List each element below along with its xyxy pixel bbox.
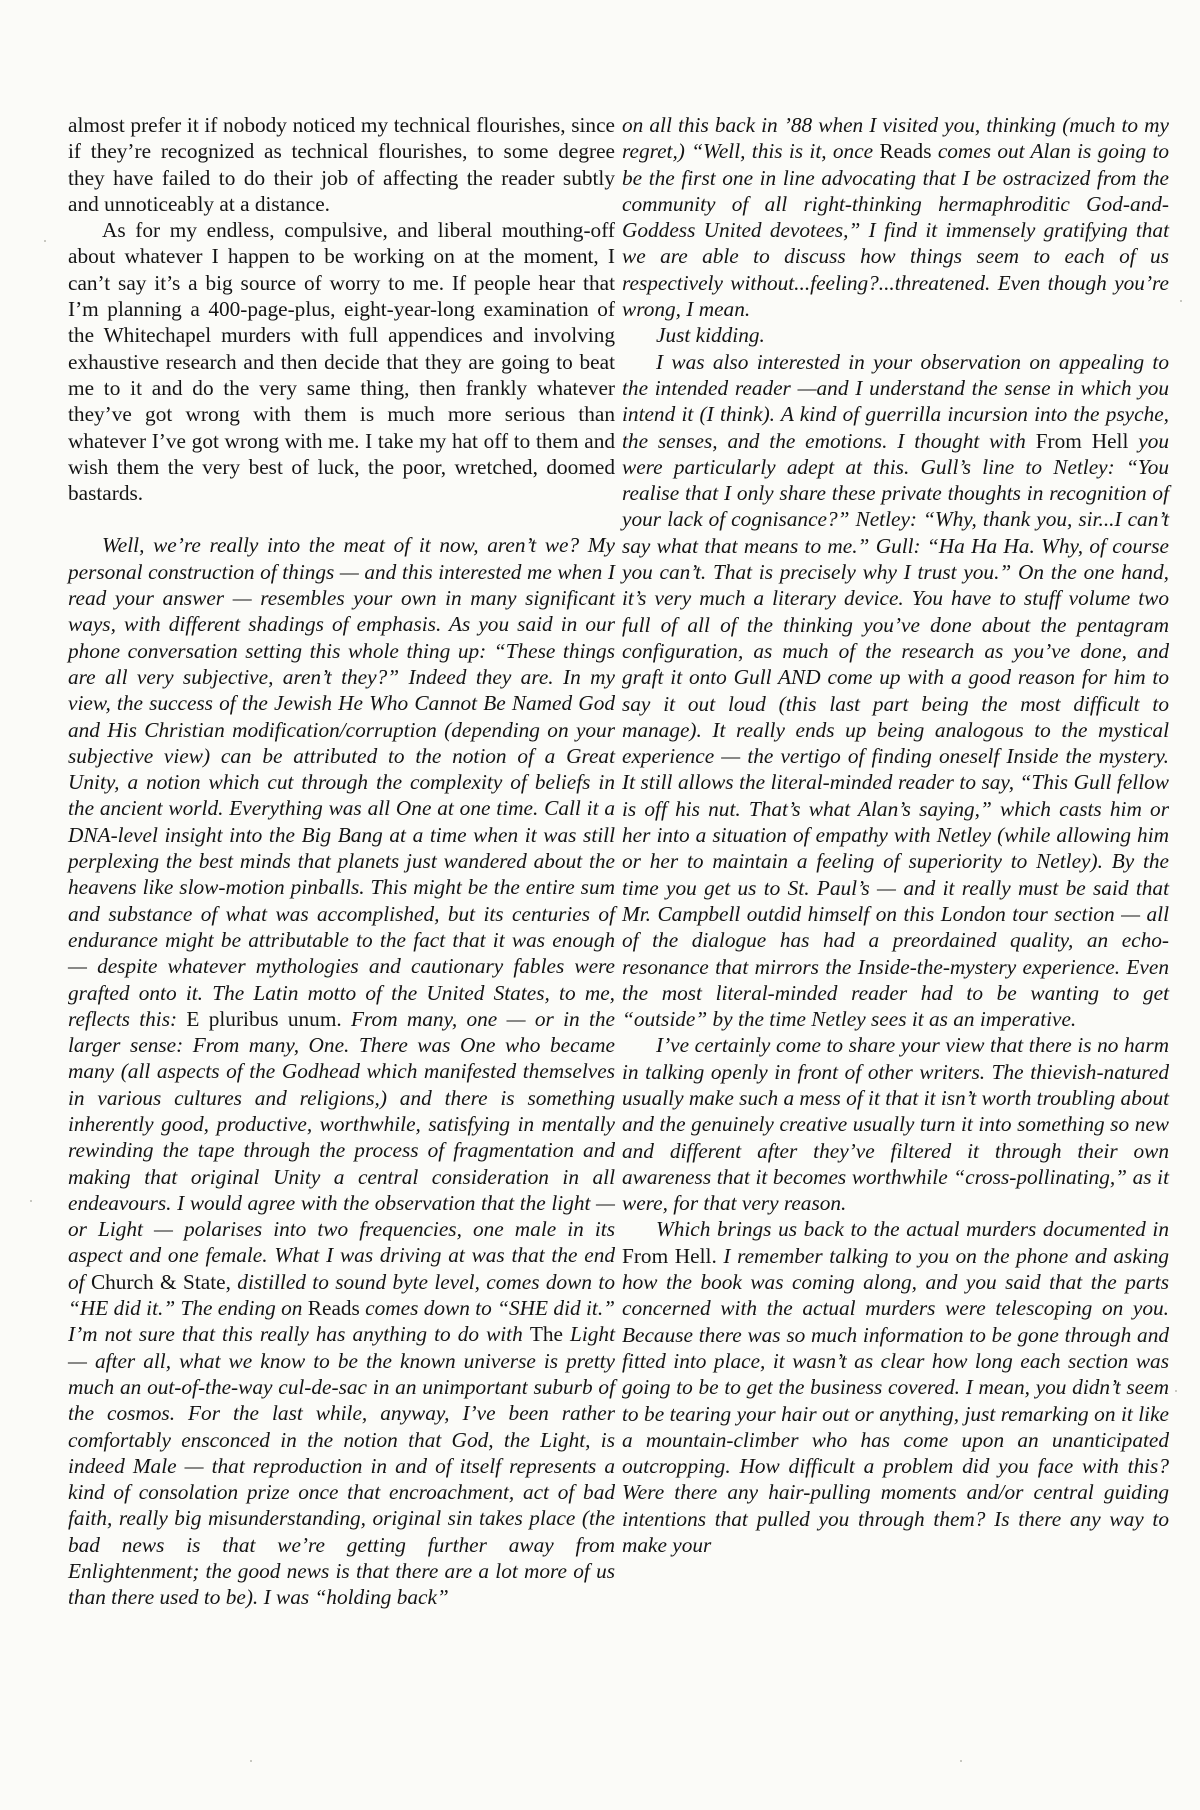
italic-text: you were particularly adept at this. Gull’s line to Netley: “You realise that I only share these private thoughts in recognition of your lack of cognisance?” Netley: “Why, thank you, sir...I can’t say what that means to me.” Gull: “Ha Ha Ha. Why, of course you can’t. That is precisely why I trust you.” On the one hand, it’s very much a literary device. You have to stuff volume two full of all of the thinking you’ve done about the pentagram configuration, as much of the research as you’ve done, and graft it onto Gull AND come up with a good reason for him to say it out loud (this last part being the most difficult to manage). It really ends up being analogous to the mystical experience — the vertigo of finding oneself Inside the mystery. It still allows the literal-minded reader to say, “This Gull fellow is off his nut. That’s what Alan’s saying,” which casts him or her into a situation of empathy with Netley (while allowing him or her to maintain a feeling of superiority to Netley). By the time you get us to St. Paul’s — and it really must be said that Mr. Campbell outdid himself on this London tour section — all of the dialogue has had a preordained quality, an echo-resonance that mirrors the Inside-the-mystery experience. Even the most literal-minded reader had to be wanting to get “outside” by the time Netley sees it as an imperative. <box>622 428 1169 1032</box>
answer-paragraph: As for my endless, compulsive, and liberal mouthing-off about whatever I happen to be working on at the moment, I can’t say it’s a big source of worry to me. If people hear that I’m planning a 400-page-plus, eight-year-long examination of the Whitechapel murders with full appendices and involving exhaustive research and then decide that they are going to beat me to it and do the very same thing, then frankly whatever they’ve got wrong with them is much more serious than whatever I’ve got wrong with me. I take my hat off to them and wish them the very best of luck, the poor, wretched, doomed bastards. <box>68 218 615 506</box>
italic-text: Which brings us back to the actual murders documented in <box>656 1217 1169 1242</box>
italic-text: I remember talking to you on the phone and asking how the book was coming along, and you said that the parts concerned with the actual murders were telescoping on you. Because there was so much information to be gone through and fitted into place, it wasn’t as clear how long each section was going to be to get the business covered. I mean, you didn’t seem to be tearing your hair out or anything, just remarking on it like a mountain-climber who has come upon an unanticipated outcropping. How difficult a problem did you face with this? Were there any hair-pulling moments and/or central guiding intentions that pulled you through them? Is there any way to make your <box>622 1243 1169 1558</box>
title-reference: E pluribus unum. <box>186 1006 342 1031</box>
italic-text: on all this back in ’88 when I visited you, thinking (much to my regret,) “Well, this is it, once <box>622 113 1169 164</box>
scan-speck <box>44 240 46 242</box>
title-reference: Reads <box>307 1296 360 1321</box>
right-column <box>622 112 1169 1558</box>
title-reference: From Hell <box>1035 428 1129 453</box>
italic-text: Well, we’re really into the meat of it now, aren’t we? My personal construction of things — and this interested me when I read your answer — resembles your own in many significant ways, with different shadings of emphasis. As you said in our phone conversation setting this whole thing up: “These things are all very subjective, aren’t they?” Indeed they are. In my view, the success of the Jewish He Who Cannot Be Named God and His Christian modification/corruption (depending on your subjective view) can be attributed to the notion of a Great Unity, a notion which cut through the complexity of beliefs in the ancient world. Everything was all One at one time. Call it a DNA-level insight into the Big Bang at a time when it was still perplexing the best minds that planets just wandered about the heavens like slow-motion pinballs. This might be the entire sum and substance of what was accomplished, but its centuries of endurance might be attributable to the fact that it was enough — despite whatever mythologies and cautionary fables were grafted onto it. The Latin motto of the United States, to me, reflects this: <box>68 533 615 1031</box>
question-paragraph <box>68 532 615 1610</box>
left-column <box>68 112 615 1611</box>
italic-text: I was also interested in your observation on appealing to the intended reader —and I understand the sense in which you intend it (I think). A kind of guerrilla incursion into the psyche, the senses, and the emotions. I thought with <box>622 349 1169 453</box>
italic-text: From many, one — or in the larger sense: From many, One. There was One who became many (all aspects of the Godhead which manifested themselves in various cultures and religions,) and there is something inherently good, productive, worthwhile, satisfying in mentally rewinding the tape through the process of fragmentation and making that original Unity a central consideration in all endeavours. I would agree with the observation that the light — or Light — polarises into two frequencies, one male in its aspect and one female. What I was driving at was that the end of <box>68 1006 615 1294</box>
italic-text: comes out Alan is going to be the first one in line advocating that I be ostracized from the community of all right-thinking hermaphroditic God-and-Goddess United devotees,” I find it immensely gratifying that we are able to discuss how things seem to each of us respectively without...feeling?...threatened. Even though you’re wrong, I mean. <box>622 139 1170 322</box>
question-paragraph <box>622 112 1169 322</box>
scan-speck <box>960 1760 962 1762</box>
title-reference: The <box>529 1322 563 1347</box>
title-reference: From Hell. <box>622 1243 717 1268</box>
scan-speck <box>1180 300 1182 302</box>
question-paragraph <box>622 349 1169 1033</box>
italic-text: Light — after all, what we know to be the known universe is pretty much an out-of-the-way cul-de-sac in an unimportant suburb of the cosmos. For the last while, anyway, I’ve been rather comfortably ensconced in the notion that God, the Light, is indeed Male — that reproduction in and of itself represents a kind of consolation prize once that encroachment, act of bad faith, really big misunderstanding, original sin takes place (the bad news is that we’re getting further away from Enlightenment; the good news is that there are a lot more of us than there used to be). I was “holding back” <box>68 1322 615 1610</box>
question-paragraph <box>622 1032 1169 1216</box>
question-paragraph <box>622 1216 1169 1558</box>
answer-paragraph: almost prefer it if nobody noticed my technical flourishes, since if they’re recognized as technical flourishes, to some degree they have failed to do their job of affecting the reader subtly and unnoticeably at a distance. <box>68 113 615 216</box>
italic-text: I’ve certainly come to share your view that there is no harm in talking openly in front of other writers. The thievish-natured usually make such a mess of it that it isn’t worth troubling about and the genuinely creative usually turn it into something so new and different after they’ve filtered it through their own awareness that it becomes worthwhile “cross-pollinating,” as it were, for that very reason. <box>622 1033 1170 1216</box>
scan-speck <box>1175 1390 1177 1392</box>
question-paragraph <box>622 322 1169 348</box>
italic-text: comes down to “SHE did it.” I’m not sure that this really has anything to do with <box>68 1296 615 1347</box>
italic-text: Just kidding. <box>656 323 765 348</box>
title-reference: Reads <box>879 139 932 164</box>
italic-text: distilled to sound byte level, comes down to “HE did it.” The ending on <box>68 1269 615 1321</box>
title-reference: Church & State, <box>90 1269 231 1294</box>
paragraph-gap <box>68 506 615 532</box>
scan-speck <box>250 1760 252 1762</box>
scan-speck <box>30 1200 32 1202</box>
